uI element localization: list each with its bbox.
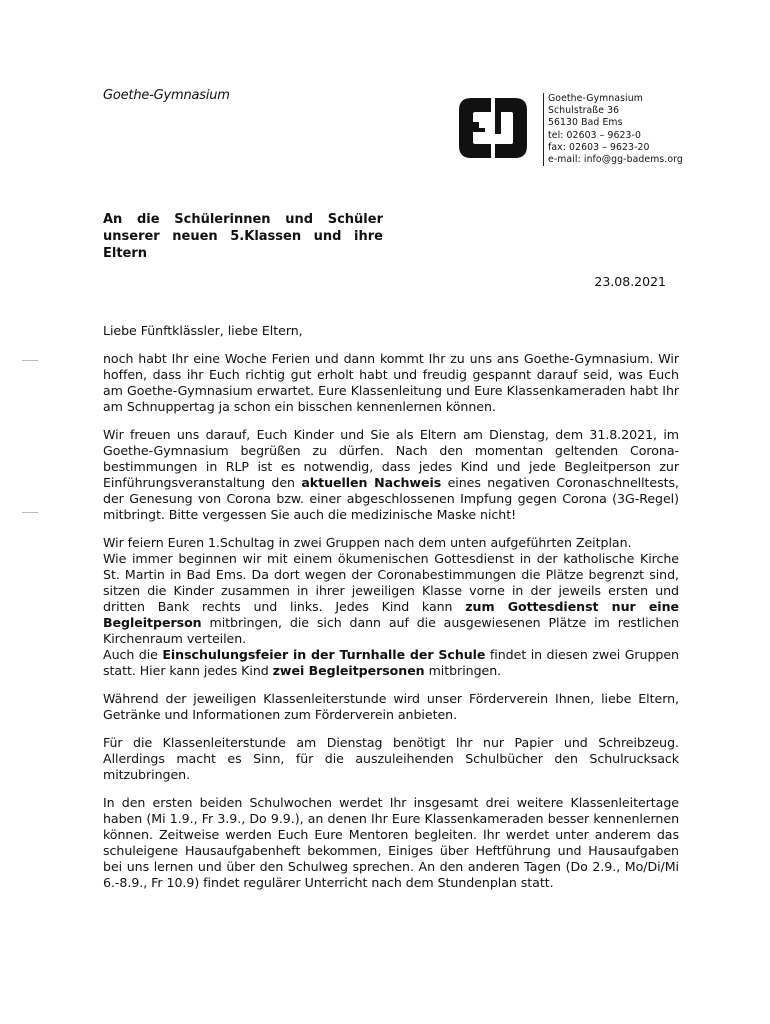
letter-date: 23.08.2021: [594, 274, 666, 289]
paragraph: Während der jeweiligen Klassenleiterstunde wird unser Förderverein Ihnen, liebe Eltern, Getränke und Informationen zum Förderverein anbieten.: [103, 691, 679, 722]
recipient-block: [103, 211, 383, 262]
bold-phrase: zum Gottesdienst nur eine Begleitperson: [103, 599, 679, 630]
fold-mark: [22, 360, 38, 361]
paragraph-line: Wir feiern Euren 1.Schultag in zwei Gruppen nach dem unten aufgeführten Zeitplan.: [103, 535, 632, 550]
salutation: Liebe Fünftklässler, liebe Eltern,: [103, 323, 303, 338]
school-logo-icon: [455, 94, 531, 162]
address-line: Goethe-Gymnasium: [548, 93, 643, 104]
paragraph: In den ersten beiden Schulwochen werdet Ihr insgesamt drei weitere Klassenleitertage haben (Mi 1.9., Fr 3.9., Do 9.9.), an denen Ihr Eure Klassenkameraden besser kennenlernen können. Zeitweise werden Euch Eure Mentoren begleiten. Ihr werdet unter anderem das schuleigene Hausaufgabenheft bekommen, Einiges über Heftführung und Hausaufgaben bei uns lernen und über den Schulweg sprechen. An den anderen Tagen (Do 2.9., Mo/Di/Mi 6.-8.9., Fr 10.9) findet regulärer Unterricht nach dem Stundenplan statt.: [103, 795, 679, 890]
address-block: [543, 93, 683, 166]
paragraph: Für die Klassenleiterstunde am Dienstag benötigt Ihr nur Papier und Schreibzeug. Allerdings macht es Sinn, für die auszuleihenden Schulbücher den Schulrucksack mitzubringen.: [103, 735, 679, 782]
address-line: 56130 Bad Ems: [548, 117, 623, 129]
address-line: tel: 02603 – 9623-0: [548, 129, 641, 141]
bold-phrase: Einschulungsfeier in der Turnhalle der Schule: [162, 647, 486, 662]
bold-phrase: aktuellen Nachweis: [301, 475, 442, 490]
school-name-italic: Goethe-Gymnasium: [103, 88, 230, 103]
address-line: e-mail: info@gg-badems.org: [548, 154, 683, 166]
paragraph: noch habt Ihr eine Woche Ferien und dann kommt Ihr zu uns ans Goethe-Gymnasium. Wir hoffen, dass ihr Euch richtig gut erholt habt und freudig gespannt darauf seid, was Euch am Goethe-Gymnasium erwartet. Eure Klassenleitung und Eure Klassenkameraden habt Ihr am Schnuppertag ja schon ein bisschen kennenlernen können.: [103, 351, 679, 414]
recipient-line: An die Schülerinnen und Schüler: [103, 212, 383, 227]
letter-body: [103, 323, 679, 891]
recipient-line: unserer neuen 5.Klassen und ihre: [103, 229, 383, 244]
punch-mark: [22, 512, 38, 513]
paragraph: Wie immer beginnen wir mit einem ökumenischen Gottesdienst in der katholische Kirche St. Martin in Bad Ems. Da dort wegen der Coronabestimmungen die Plätze begrenzt sind, sitzen die Kinder zusammen in ihrer jeweiligen Klasse vorne in der jeweils ersten und dritten Bank rechts und links. Jedes Kind kann zum Gottesdienst nur eine Begleitperson mitbringen, die sich dann auf die ausgewiesenen Plätze im restlichen Kirchenraum verteilen.: [103, 551, 679, 646]
recipient-line: Eltern: [103, 246, 148, 261]
address-line: Schulstraße 36: [548, 105, 620, 117]
paragraph: Auch die Einschulungsfeier in der Turnhalle der Schule findet in diesen zwei Gruppen statt. Hier kann jedes Kind zwei Begleitpersonen mitbringen.: [103, 647, 679, 678]
address-line: fax: 02603 – 9623-20: [548, 141, 650, 153]
bold-phrase: zwei Begleitpersonen: [272, 663, 425, 678]
paragraph: Wir freuen uns darauf, Euch Kinder und Sie als Eltern am Dienstag, dem 31.8.2021, im Goethe-Gymnasium begrüßen zu dürfen. Nach den momentan geltenden Corona-bestimmungen in RLP ist es notwendig, dass jedes Kind und jede Begleitperson zur Einführungsveranstaltung den aktuellen Nachweis eines negativen Coronaschnelltests, der Genesung von Corona bzw. einer abgeschlossenen Impfung gegen Corona (3G-Regel) mitbringt. Bitte vergessen Sie auch die medizinische Maske nicht!: [103, 427, 679, 522]
